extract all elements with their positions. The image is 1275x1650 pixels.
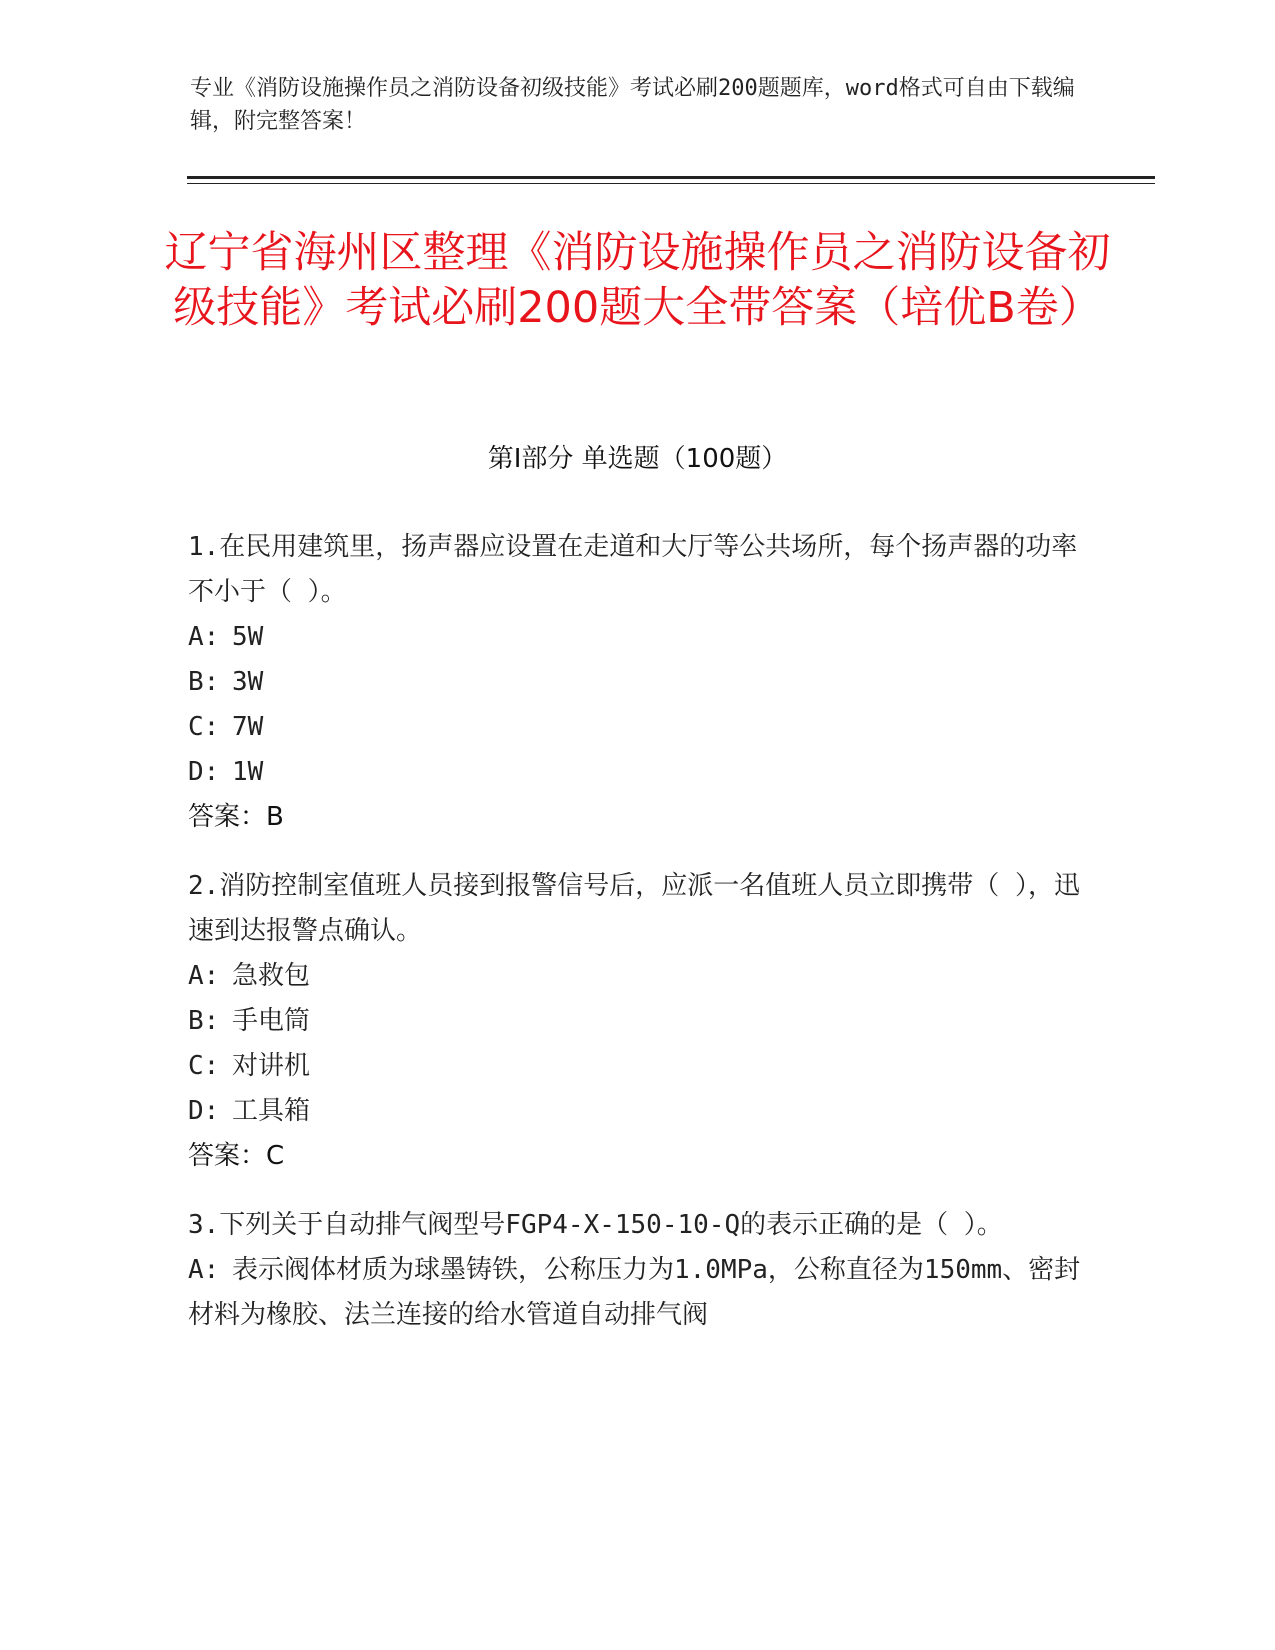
- option-letter: A:: [188, 622, 220, 652]
- option-c: [188, 1044, 1088, 1089]
- option-b: [188, 660, 1088, 705]
- option-text: 工具箱: [232, 1096, 311, 1126]
- option-letter: C:: [188, 712, 220, 742]
- option-letter: C:: [188, 1051, 220, 1081]
- answer-line: 答案：C: [188, 1141, 285, 1171]
- header-divider-thin: [187, 183, 1155, 184]
- question-2: [188, 864, 1088, 1179]
- header-divider-thick: [187, 176, 1155, 179]
- document-title: 辽宁省海州区整理《消防设施操作员之消防设备初级技能》考试必刷200题大全带答案（培优B卷）: [164, 228, 1111, 333]
- option-d: [188, 750, 1088, 795]
- answer-line: 答案：B: [188, 802, 284, 832]
- option-letter: D:: [188, 757, 220, 787]
- question-1: [188, 525, 1088, 840]
- option-letter: D:: [188, 1096, 220, 1126]
- option-d: [188, 1089, 1088, 1134]
- question-stem: 1.在民用建筑里，扬声器应设置在走道和大厅等公共场所，每个扬声器的功率不小于（ ）。: [188, 532, 1078, 607]
- option-letter: B:: [188, 667, 220, 697]
- option-a: [188, 954, 1088, 999]
- option-b: [188, 999, 1088, 1044]
- section-heading: 第I部分 单选题（100题）: [487, 444, 788, 474]
- question-3: [188, 1203, 1088, 1338]
- option-a: [188, 1248, 1088, 1338]
- option-text: 对讲机: [232, 1051, 311, 1081]
- header-note: 专业《消防设施操作员之消防设备初级技能》考试必刷200题题库，word格式可自由下载编辑，附完整答案！: [190, 76, 1075, 134]
- question-list: [188, 525, 1088, 1362]
- option-a: [188, 615, 1088, 660]
- option-letter: B:: [188, 1006, 220, 1036]
- option-text: 表示阀体材质为球墨铸铁，公称压力为1.0MPa，公称直径为150mm、密封材料为橡胶、法兰连接的给水管道自动排气阀: [188, 1255, 1081, 1330]
- option-text: 7W: [232, 712, 264, 742]
- option-text: 手电筒: [232, 1006, 311, 1036]
- option-text: 3W: [232, 667, 264, 697]
- option-text: 1W: [232, 757, 264, 787]
- option-c: [188, 705, 1088, 750]
- option-letter: A:: [188, 1255, 220, 1285]
- option-text: 5W: [232, 622, 264, 652]
- option-letter: A:: [188, 961, 220, 991]
- option-text: 急救包: [232, 961, 311, 991]
- question-stem: 3.下列关于自动排气阀型号FGP4-X-150-10-Q的表示正确的是（ ）。: [188, 1210, 1003, 1240]
- question-stem: 2.消防控制室值班人员接到报警信号后，应派一名值班人员立即携带（ ），迅速到达报警点确认。: [188, 871, 1080, 946]
